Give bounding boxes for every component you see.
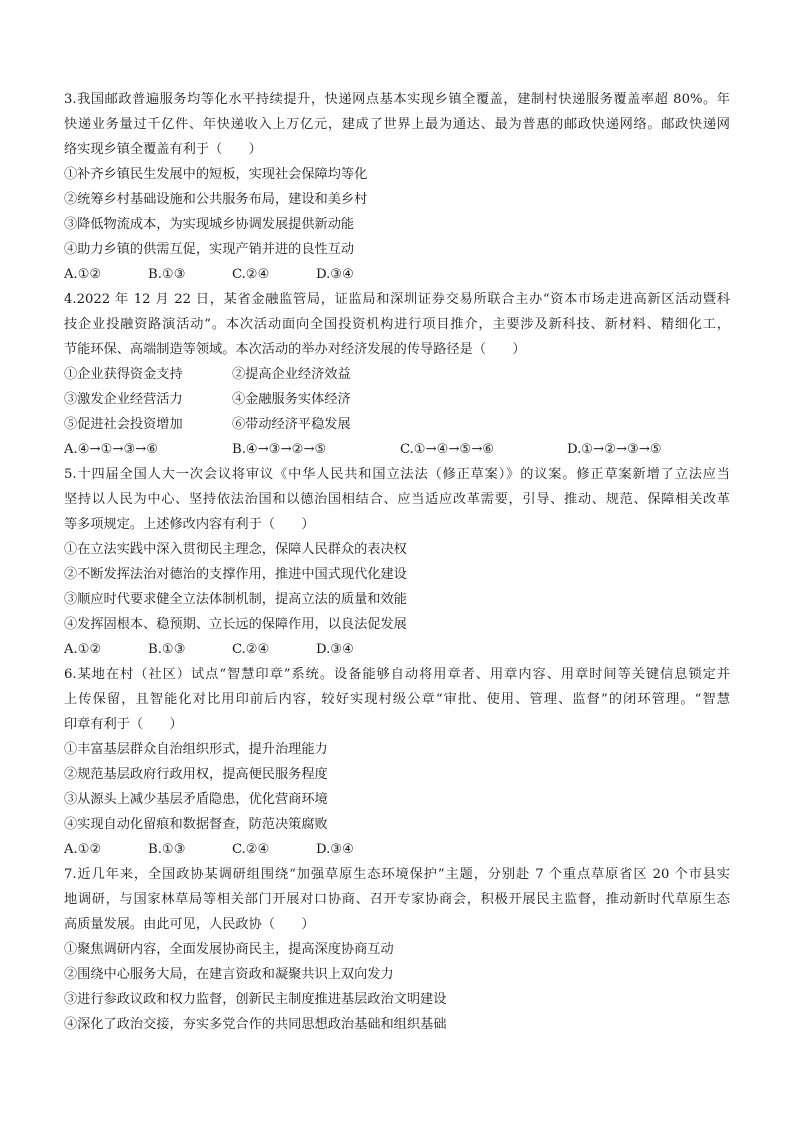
answer-option[interactable]: C.①→④→⑤→⑥ [400,442,495,457]
answer-option[interactable]: C.②④ [232,842,270,857]
question-stem-line: 等多项规定。上述修改内容有利于（ ） [64,517,315,532]
statement-item: ③激发企业经营活力 [64,392,183,407]
question-stem-line: 上传保留，且智能化对比用印前后内容，较好实现村级公章“审批、使用、管理、监督”的闭环管理。“智慧 [64,692,730,707]
answer-option[interactable]: B.①③ [148,642,186,657]
question-stem-line: 节能环保、高端制造等领域。本次活动的举办对经济发展的传导路径是（ ） [64,342,526,357]
statement-item: ④实现自动化留痕和数据督查，防范决策腐败 [64,817,328,832]
statement-item: ③进行参政议政和权力监督，创新民主制度推进基层政治文明建设 [64,992,447,1007]
statement-item: ③降低物流成本，为实现城乡协调发展提供新动能 [64,217,355,232]
statement-item: ①企业获得资金支持 [64,367,183,382]
answer-option[interactable]: C.②④ [232,642,270,657]
statement-item: ③顺应时代要求健全立法体制机制，提高立法的质量和效能 [64,592,407,607]
question-stem-line: 6.某地在村（社区）试点“智慧印章”系统。设备能够自动将用章者、用章内容、用章时间等关键信息锁定并 [64,667,730,682]
answer-option[interactable]: B.④→③→②→⑤ [232,442,327,457]
answer-option[interactable]: D.③④ [316,842,354,857]
question-stem-line: 技企业投融资路演活动”。本次活动面向全国投资机构进行项目推介，主要涉及新科技、新材料、精细化工， [64,317,730,332]
answer-option[interactable]: A.④→①→③→⑥ [64,442,159,457]
question-stem-line: 络实现乡镇全覆盖有利于（ ） [64,142,262,157]
question-stem-line: 印章有利于（ ） [64,717,183,732]
answer-option[interactable]: A.①② [64,642,102,657]
statement-item: ②提高企业经济效益 [232,367,351,382]
answer-option[interactable]: D.③④ [316,642,354,657]
statement-item: ④助力乡镇的供需互促，实现产销并进的良性互动 [64,242,355,257]
statement-item: ③从源头上减少基层矛盾隐患，优化营商环境 [64,792,328,807]
statement-item: ⑤促进社会投资增加 [64,417,183,432]
answer-option[interactable]: A.①② [64,267,102,282]
statement-item: ①补齐乡镇民生发展中的短板，实现社会保障均等化 [64,167,368,182]
statement-item: ①丰富基层群众自治组织形式，提升治理能力 [64,742,328,757]
answer-option[interactable]: C.②④ [232,267,270,282]
question-stem-line: 3.我国邮政普遍服务均等化水平持续提升，快递网点基本实现乡镇全覆盖，建制村快递服务覆盖率超 80%。年 [64,92,730,107]
answer-option[interactable]: A.①② [64,842,102,857]
statement-item: ②围绕中心服务大局，在建言资政和凝聚共识上双向发力 [64,967,394,982]
question-stem-line: 坚持以人民为中心、坚持依法治国和以德治国相结合、应当适应改革需要，引导、推动、规范、保障相关改革 [64,492,730,507]
answer-option[interactable]: D.③④ [316,267,354,282]
statement-item: ⑥带动经济平稳发展 [232,417,351,432]
question-stem-line: 地调研，与国家林草局等相关部门开展对口协商、召开专家协商会，积极开展民主监督，推动新时代草原生态 [64,892,730,907]
question-stem-line: 7.近几年来，全国政协某调研组围绕“加强草原生态环境保护”主题，分别赴 7 个重点草原省区 20 个市县实 [64,867,730,882]
statement-item: ②规范基层政府行政用权，提高便民服务程度 [64,767,328,782]
statement-item: ①聚焦调研内容，全面发展协商民主，提高深度协商互动 [64,942,394,957]
statement-item: ①在立法实践中深入贯彻民主理念，保障人民群众的表决权 [64,542,407,557]
question-stem-line: 快递业务量过千亿件、年快递收入上万亿元，建成了世界上最为通达、最为普惠的邮政快递网络。邮政快递网 [64,117,730,132]
question-stem-line: 5.十四届全国人大一次会议将审议《中华人民共和国立法法（修正草案）》的议案。修正草案新增了立法应当 [64,467,730,482]
answer-option[interactable]: D.①→②→③→⑤ [567,442,662,457]
question-stem-line: 4.2022 年 12 月 22 日，某省金融监管局，证监局和深圳证券交易所联合主办“资本市场走进高新区活动暨科 [64,292,730,307]
statement-item: ④深化了政治交接，夯实多党合作的共同思想政治基础和组织基础 [64,1017,447,1032]
statement-item: ②统筹乡村基础设施和公共服务布局，建设和美乡村 [64,192,368,207]
statement-item: ④发挥固根本、稳预期、立长远的保障作用，以良法促发展 [64,617,407,632]
answer-option[interactable]: B.①③ [148,267,186,282]
answer-option[interactable]: B.①③ [148,842,186,857]
statement-item: ④金融服务实体经济 [232,392,351,407]
question-stem-line: 高质量发展。由此可见，人民政协（ ） [64,917,315,932]
statement-item: ②不断发挥法治对德治的支撑作用，推进中国式现代化建设 [64,567,407,582]
